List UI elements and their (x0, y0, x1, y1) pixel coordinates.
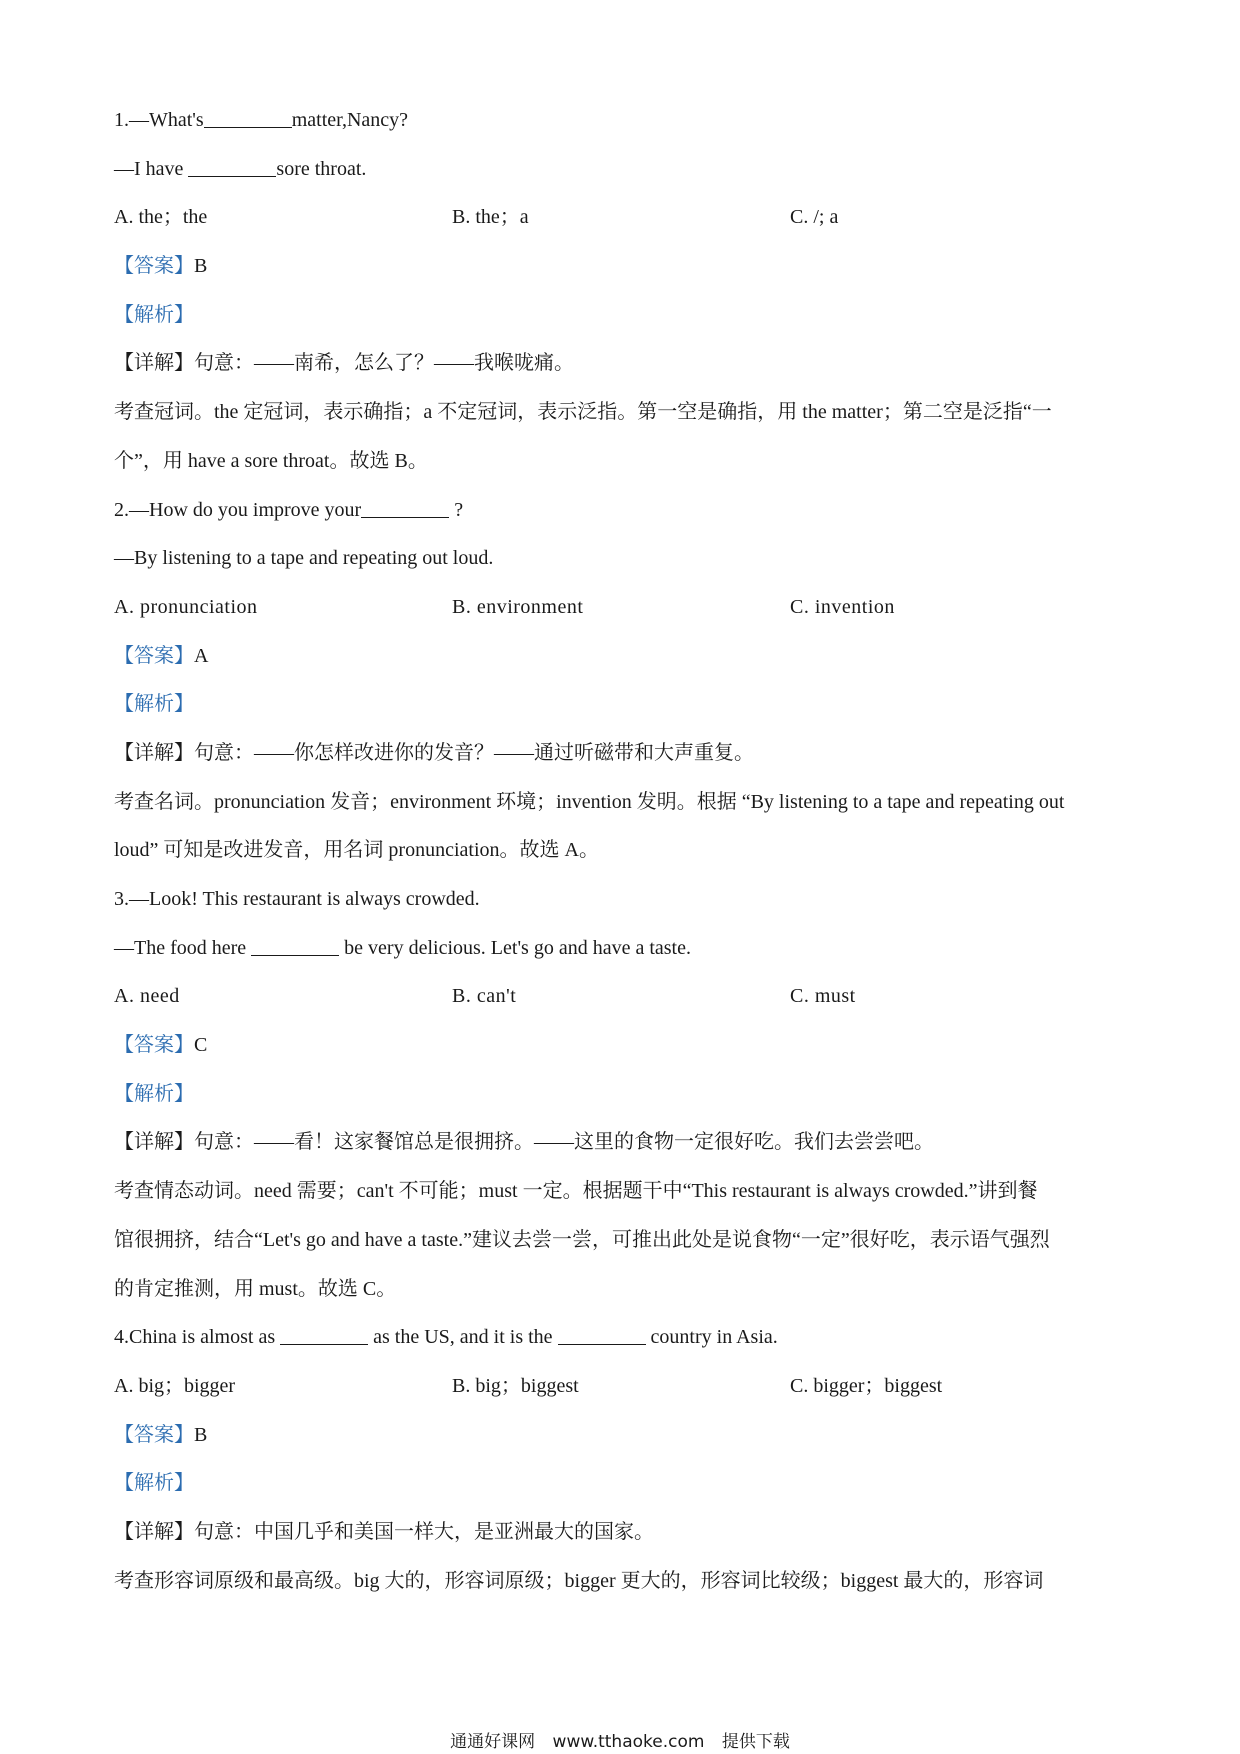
explanation-line: 个”，用 have a sore throat。故选 B。 (114, 449, 428, 472)
explanation-line: 的肯定推测，用 must。故选 C。 (114, 1277, 397, 1300)
question-stem-line: 3.—Look! This restaurant is always crowded. (114, 888, 480, 910)
option-a: A. the；the (114, 206, 208, 229)
footer-download-text: 提供下载 (721, 1732, 790, 1752)
detail-line (114, 1508, 1134, 1557)
answer-line (114, 632, 1134, 681)
answer-value: A (194, 644, 209, 667)
document-content (114, 96, 1134, 1605)
analysis-tag: 【解析】 (114, 1472, 194, 1495)
explanation-line: 馆很拥挤，结合“Let's go and have a taste.”建议去尝一尝，可推出此处是说食物“一定”很好吃，表示语气强烈 (114, 1228, 1050, 1251)
analysis-line (114, 1459, 1134, 1508)
answer-blank (280, 1324, 368, 1345)
explanation-line: 考查情态动词。need 需要；can't 不可能；must 一定。根据题干中“This restaurant is always crowded.”讲到餐 (114, 1180, 1038, 1203)
detail-text: 句意：——看！这家餐馆总是很拥挤。——这里的食物一定很好吃。我们去尝尝吧。 (194, 1131, 934, 1154)
answer-tag: 【答案】 (114, 255, 194, 278)
detail-text: 句意：——南希，怎么了？——我喉咙痛。 (194, 352, 574, 375)
detail-text: 句意：中国几乎和美国一样大，是亚洲最大的国家。 (194, 1520, 654, 1543)
detail-tag: 【详解】 (114, 1520, 194, 1543)
page-footer (0, 1730, 1240, 1754)
detail-tag: 【详解】 (114, 741, 194, 764)
answer-blank (188, 156, 276, 177)
option-c: C. must (790, 985, 856, 1008)
analysis-line (114, 1070, 1134, 1119)
option-b: B. the；a (452, 206, 529, 229)
detail-tag: 【详解】 (114, 1131, 194, 1154)
option-b: B. environment (452, 595, 584, 618)
question-2 (114, 486, 1134, 876)
answer-tag: 【答案】 (114, 644, 194, 667)
option-c: C. invention (790, 595, 895, 618)
option-a: A. pronunciation (114, 595, 258, 618)
answer-blank (251, 935, 339, 956)
options-row (114, 193, 1134, 242)
explanation-line: loud” 可知是改进发音，用名词 pronunciation。故选 A。 (114, 839, 599, 862)
question-3 (114, 875, 1134, 1313)
question-stem-line: —I have sore throat. (114, 157, 367, 180)
analysis-tag: 【解析】 (114, 303, 194, 326)
analysis-line (114, 291, 1134, 340)
detail-line (114, 729, 1134, 778)
question-stem-line: —The food here be very delicious. Let's go and have a taste. (114, 936, 691, 959)
explanation-line: 考查形容词原级和最高级。big 大的，形容词原级；bigger 更大的，形容词比较级；biggest 最大的，形容词 (114, 1569, 1044, 1592)
explanation-line: 考查冠词。the 定冠词，表示确指；a 不定冠词，表示泛指。第一空是确指，用 the matter；第二空是泛指“一 (114, 401, 1052, 424)
detail-line (114, 1118, 1134, 1167)
option-a: A. big；bigger (114, 1374, 236, 1397)
answer-tag: 【答案】 (114, 1423, 194, 1446)
question-1 (114, 96, 1134, 486)
explanation-line: 考查名词。pronunciation 发音；environment 环境；invention 发明。根据 “By listening to a tape and repeating out (114, 790, 1065, 813)
answer-line (114, 242, 1134, 291)
option-a: A. need (114, 985, 180, 1008)
options-row (114, 972, 1134, 1021)
question-stem-line: 1.—What's matter,Nancy? (114, 109, 409, 131)
answer-value: B (194, 1423, 208, 1446)
question-4 (114, 1313, 1134, 1605)
answer-line (114, 1021, 1134, 1070)
analysis-tag: 【解析】 (114, 1082, 194, 1105)
answer-value: C (194, 1034, 208, 1057)
footer-site-url[interactable]: www.tthaoke.com (552, 1732, 705, 1752)
options-row (114, 583, 1134, 632)
detail-tag: 【详解】 (114, 352, 194, 375)
answer-value: B (194, 255, 208, 278)
analysis-tag: 【解析】 (114, 693, 194, 716)
analysis-line (114, 680, 1134, 729)
option-c: C. bigger；biggest (790, 1374, 943, 1397)
question-stem-line: 2.—How do you improve your ? (114, 498, 464, 521)
options-row (114, 1362, 1134, 1411)
answer-blank (361, 497, 449, 518)
question-stem-line: 4.China is almost as as the US, and it is the country in Asia. (114, 1326, 778, 1349)
footer-site-name: 通通好课网 (450, 1732, 536, 1752)
option-c: C. /; a (790, 206, 839, 229)
answer-tag: 【答案】 (114, 1034, 194, 1057)
option-b: B. big；biggest (452, 1374, 579, 1397)
detail-text: 句意：——你怎样改进你的发音？——通过听磁带和大声重复。 (194, 741, 754, 764)
answer-line (114, 1411, 1134, 1460)
detail-line (114, 339, 1134, 388)
question-stem-line: —By listening to a tape and repeating out loud. (114, 547, 494, 570)
option-b: B. can't (452, 985, 517, 1008)
answer-blank (558, 1324, 646, 1345)
answer-blank (204, 107, 292, 128)
